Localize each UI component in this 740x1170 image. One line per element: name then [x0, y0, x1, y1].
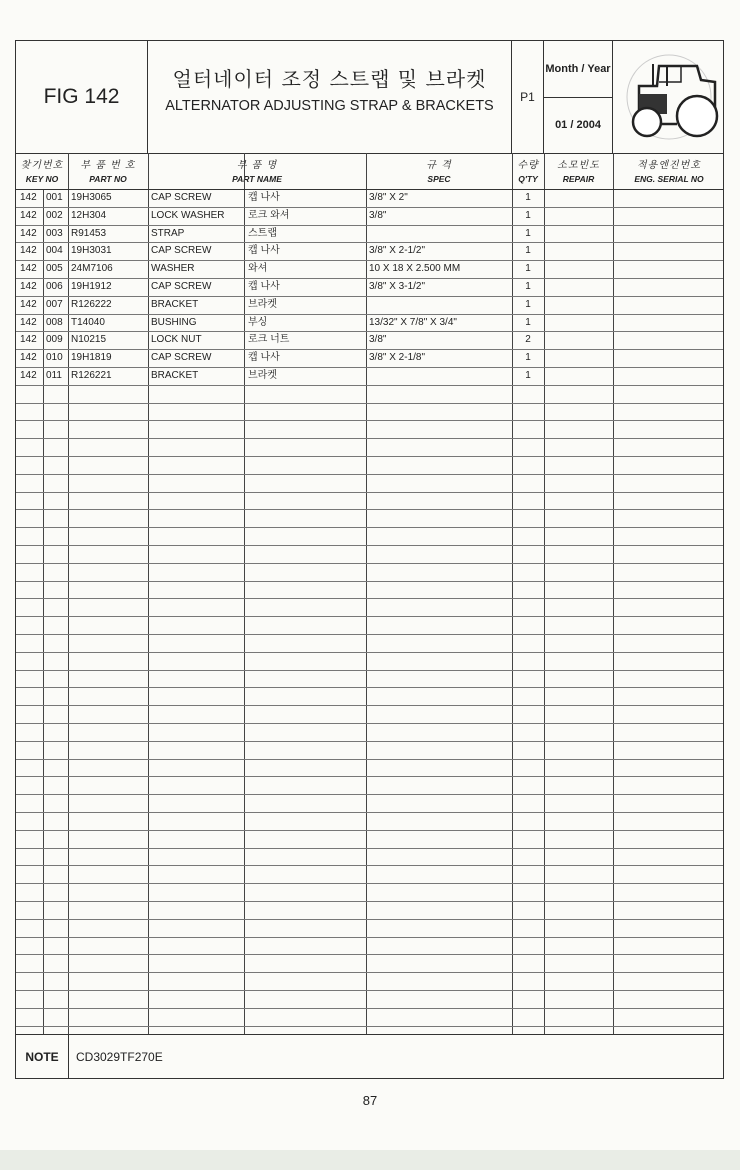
row-divider [16, 972, 723, 973]
row-divider [16, 492, 723, 493]
row-divider [16, 812, 723, 813]
cell-key: 009 [46, 334, 63, 346]
cell-name-en: CAP SCREW [151, 192, 212, 203]
cell-qty: 1 [525, 227, 531, 239]
cell-fig: 142 [20, 263, 37, 275]
row-divider [16, 990, 723, 991]
column-divider [43, 189, 44, 1034]
cell-part-no: 19H1912 [71, 281, 112, 292]
cell-qty: 1 [525, 370, 531, 381]
cell-qty: 1 [525, 281, 531, 292]
month-year-box [544, 41, 613, 153]
cell-qty: 1 [525, 298, 531, 310]
cell-key: 011 [46, 370, 62, 381]
row-divider [16, 919, 723, 920]
cell-key: 007 [46, 298, 63, 310]
cell-key: 002 [46, 209, 63, 221]
row-divider [16, 527, 723, 528]
cell-fig: 142 [20, 245, 37, 257]
row-divider [16, 687, 723, 688]
row-divider [16, 420, 723, 421]
row-divider [16, 474, 723, 475]
row-divider [16, 883, 723, 884]
cell-fig: 142 [20, 227, 37, 239]
cell-spec: 13/32" X 7/8" X 3/4" [369, 316, 457, 328]
cell-spec [369, 296, 511, 314]
cell-part-no: 19H3065 [71, 192, 112, 203]
cell-fig: 142 [20, 192, 37, 203]
row-divider [16, 545, 723, 546]
cell-key: 006 [46, 281, 63, 292]
cell-part-no: T14040 [71, 316, 105, 328]
note-section [16, 1034, 723, 1079]
cell-part-no: 19H1819 [71, 352, 112, 364]
cell-name-en: BRACKET [151, 370, 199, 381]
cell-spec [369, 367, 511, 385]
cell-spec: 3/8" X 2-1/2" [369, 245, 426, 257]
row-divider [16, 705, 723, 706]
cell-key: 001 [46, 192, 63, 203]
note-label: NOTE [16, 1035, 69, 1079]
row-divider [16, 830, 723, 831]
title-block [148, 41, 512, 153]
row-divider [16, 848, 723, 849]
cell-name-ko: 스트랩 [248, 227, 277, 239]
row-divider [16, 438, 723, 439]
cell-key: 003 [46, 227, 63, 239]
cell-spec [369, 225, 511, 243]
cell-key: 005 [46, 263, 63, 275]
cell-name-en: CAP SCREW [151, 245, 212, 257]
cell-fig: 142 [20, 316, 37, 328]
row-divider [16, 616, 723, 617]
cell-name-ko: 로크 너트 [248, 334, 290, 346]
tractor-icon [613, 41, 725, 153]
title-english: ALTERNATOR ADJUSTING STRAP & BRACKETS [165, 98, 494, 114]
cell-name-ko: 캡 나사 [248, 281, 280, 292]
parts-sheet [15, 40, 724, 1079]
cell-part-no: 24M7106 [71, 263, 113, 275]
cell-key: 010 [46, 352, 63, 364]
row-divider [16, 456, 723, 457]
cell-name-en: CAP SCREW [151, 281, 212, 292]
row-divider [16, 1026, 723, 1027]
col-qty: 수량 Q'TY [517, 160, 539, 184]
cell-qty: 2 [525, 334, 531, 346]
cell-qty: 1 [525, 263, 531, 275]
cell-name-ko: 부싱 [248, 316, 268, 328]
row-divider [16, 634, 723, 635]
cell-name-en: CAP SCREW [151, 352, 212, 364]
col-key-no: 찾기번호 KEY NO [20, 160, 64, 184]
row-divider [16, 865, 723, 866]
cell-name-ko: 캡 나사 [248, 245, 280, 257]
row-divider [16, 954, 723, 955]
cell-part-no: 19H3031 [71, 245, 112, 257]
row-divider [16, 901, 723, 902]
row-divider [16, 1008, 723, 1009]
cell-qty: 1 [525, 316, 531, 328]
cell-spec: 3/8" X 2" [369, 192, 408, 203]
col-spec: 규 격 SPEC [426, 160, 452, 184]
scan-edge [0, 1150, 740, 1170]
row-divider [16, 670, 723, 671]
cell-part-no: 12H304 [71, 209, 107, 221]
cell-name-ko: 캡 나사 [248, 192, 280, 203]
row-divider [16, 509, 723, 510]
cell-name-ko: 브라켓 [248, 370, 277, 381]
cell-fig: 142 [20, 298, 37, 310]
cell-spec: 3/8" X 2-1/8" [369, 352, 426, 364]
cell-fig: 142 [20, 281, 37, 292]
page-number: 87 [362, 1093, 378, 1108]
cell-part-no: N10215 [71, 334, 107, 346]
cell-name-ko: 와셔 [248, 263, 268, 275]
cell-spec: 3/8" X 3-1/2" [369, 281, 426, 292]
figure-number: FIG 142 [16, 41, 148, 153]
cell-name-ko: 캡 나사 [248, 352, 280, 364]
cell-fig: 142 [20, 370, 37, 381]
cell-fig: 142 [20, 334, 37, 346]
row-divider [16, 403, 723, 404]
row-divider [16, 937, 723, 938]
cell-part-no: R126221 [71, 370, 112, 381]
cell-name-en: BUSHING [151, 316, 197, 328]
row-divider [16, 794, 723, 795]
cell-part-no: R126222 [71, 298, 112, 310]
cell-spec: 10 X 18 X 2.500 MM [369, 263, 461, 275]
cell-part-no: R91453 [71, 227, 107, 239]
col-part-name: 부 품 명 PART NAME [232, 160, 282, 184]
cell-name-en: LOCK NUT [151, 334, 202, 346]
cell-qty: 1 [525, 245, 531, 257]
col-serial: 적용엔진번호 ENG. SERIAL NO [634, 160, 704, 184]
cell-key: 004 [46, 245, 63, 257]
col-repair: 소모빈도 REPAIR [557, 160, 600, 184]
cell-name-en: BRACKET [151, 298, 199, 310]
cell-name-en: STRAP [151, 227, 185, 239]
cell-spec: 3/8" [369, 209, 387, 221]
sheet-header [16, 41, 723, 154]
row-divider [16, 741, 723, 742]
cell-name-ko: 로크 와셔 [248, 209, 290, 221]
note-value: CD3029TF270E [76, 1050, 163, 1064]
month-year-label: Month / Year [544, 41, 612, 98]
row-divider [16, 581, 723, 582]
row-divider [16, 723, 723, 724]
page-code: P1 [512, 41, 544, 153]
row-divider [16, 652, 723, 653]
cell-fig: 142 [20, 209, 37, 221]
cell-name-en: LOCK WASHER [151, 209, 225, 221]
cell-qty: 1 [525, 192, 531, 203]
row-divider [16, 598, 723, 599]
row-divider [16, 759, 723, 760]
cell-fig: 142 [20, 352, 37, 364]
cell-spec: 3/8" [369, 334, 387, 346]
cell-key: 008 [46, 316, 63, 328]
cell-qty: 1 [525, 352, 531, 364]
month-year-value: 01 / 2004 [555, 119, 601, 131]
parts-table [16, 153, 723, 1034]
title-korean: 얼터네이터 조정 스트랩 및 브라켓 [172, 67, 487, 91]
row-divider [16, 563, 723, 564]
cell-name-en: WASHER [151, 263, 195, 275]
cell-qty: 1 [525, 209, 531, 221]
col-part-no: 부 품 번 호 PART NO [80, 160, 136, 184]
row-divider [16, 776, 723, 777]
cell-name-ko: 브라켓 [248, 298, 277, 310]
